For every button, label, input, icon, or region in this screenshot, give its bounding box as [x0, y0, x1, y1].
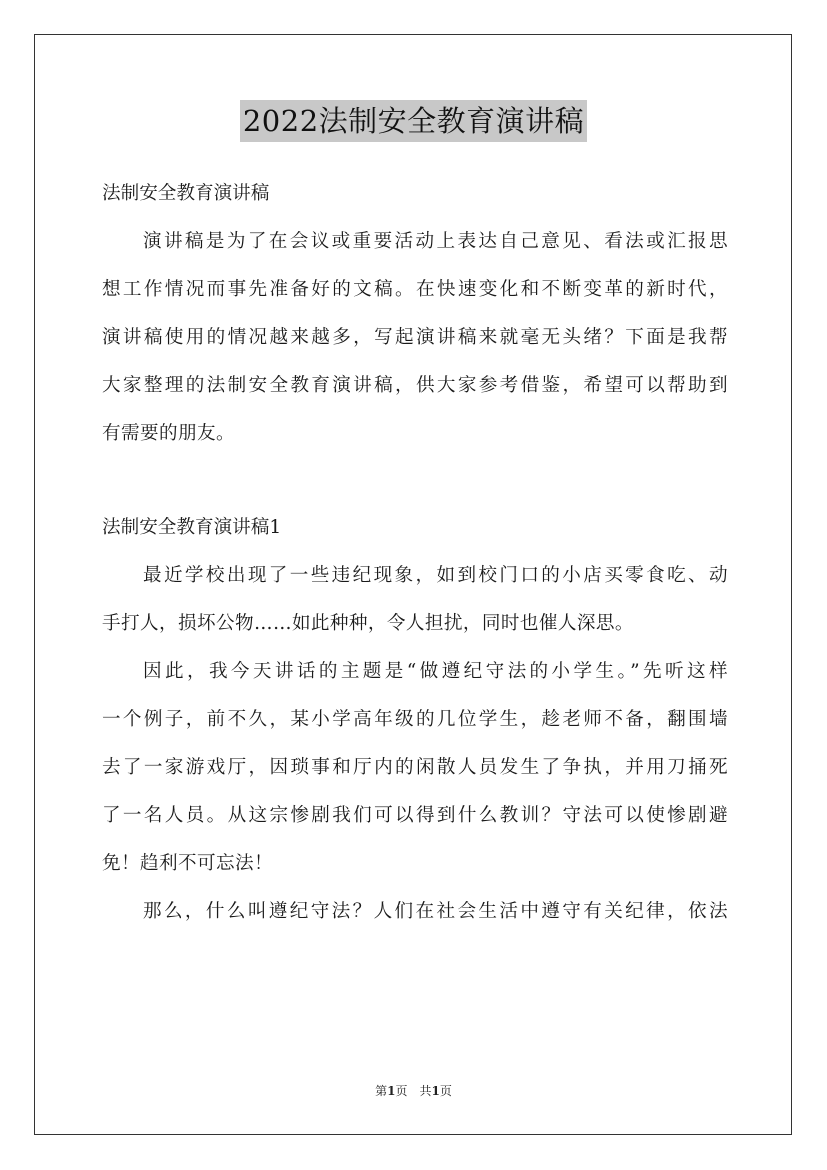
footer-total-suffix: 页	[439, 1084, 452, 1098]
paragraph-line: 想工作情况而事先准备好的文稿。在快速变化和不断变革的新时代，	[102, 279, 728, 300]
paragraph-line: 那么，什么叫遵纪守法？人们在社会生活中遵守有关纪律，依法	[143, 901, 728, 922]
document-title: 2022法制安全教育演讲稿	[240, 100, 587, 142]
footer-page-prefix: 第	[375, 1084, 388, 1098]
document-body	[102, 170, 728, 936]
footer-total-number: 1	[431, 1084, 440, 1098]
section1-paragraph-3	[102, 888, 728, 936]
footer-page-number: 1	[387, 1084, 396, 1098]
section1-heading: 法制安全教育演讲稿1	[102, 517, 282, 538]
paragraph-line: 演讲稿是为了在会议或重要活动上表达自己意见、看法或汇报思	[143, 231, 728, 252]
section-spacer	[102, 458, 728, 504]
paragraph-line: 一个例子，前不久，某小学高年级的几位学生，趁老师不备，翻围墙	[102, 709, 728, 730]
paragraph-line: 免！趋利不可忘法！	[102, 853, 273, 874]
page-footer	[0, 1082, 827, 1100]
paragraph-line: 最近学校出现了一些违纪现象，如到校门口的小店买零食吃、动	[143, 565, 728, 586]
paragraph-line: 有需要的朋友。	[102, 423, 235, 444]
paragraph-line: 因此，我今天讲话的主题是“做遵纪守法的小学生。”先听这样	[143, 661, 728, 682]
paragraph-line: 了一名人员。从这宗惨剧我们可以得到什么教训？守法可以使惨剧避	[102, 805, 728, 826]
title-container	[0, 100, 827, 142]
paragraph-line: 大家整理的法制安全教育演讲稿，供大家参考借鉴，希望可以帮助到	[102, 375, 728, 396]
intro-paragraph	[102, 218, 728, 458]
footer-total-prefix: 共	[419, 1084, 432, 1098]
footer-page-suffix: 页	[395, 1084, 408, 1098]
section1-paragraph-1	[102, 552, 728, 648]
intro-heading: 法制安全教育演讲稿	[102, 183, 270, 204]
paragraph-line: 去了一家游戏厅，因琐事和厅内的闲散人员发生了争执，并用刀捅死	[102, 757, 728, 778]
paragraph-line: 演讲稿使用的情况越来越多，写起演讲稿来就毫无头绪？下面是我帮	[102, 327, 728, 348]
paragraph-line: 手打人，损坏公物……如此种种，令人担扰，同时也催人深思。	[102, 613, 634, 634]
section1-paragraph-2	[102, 648, 728, 888]
